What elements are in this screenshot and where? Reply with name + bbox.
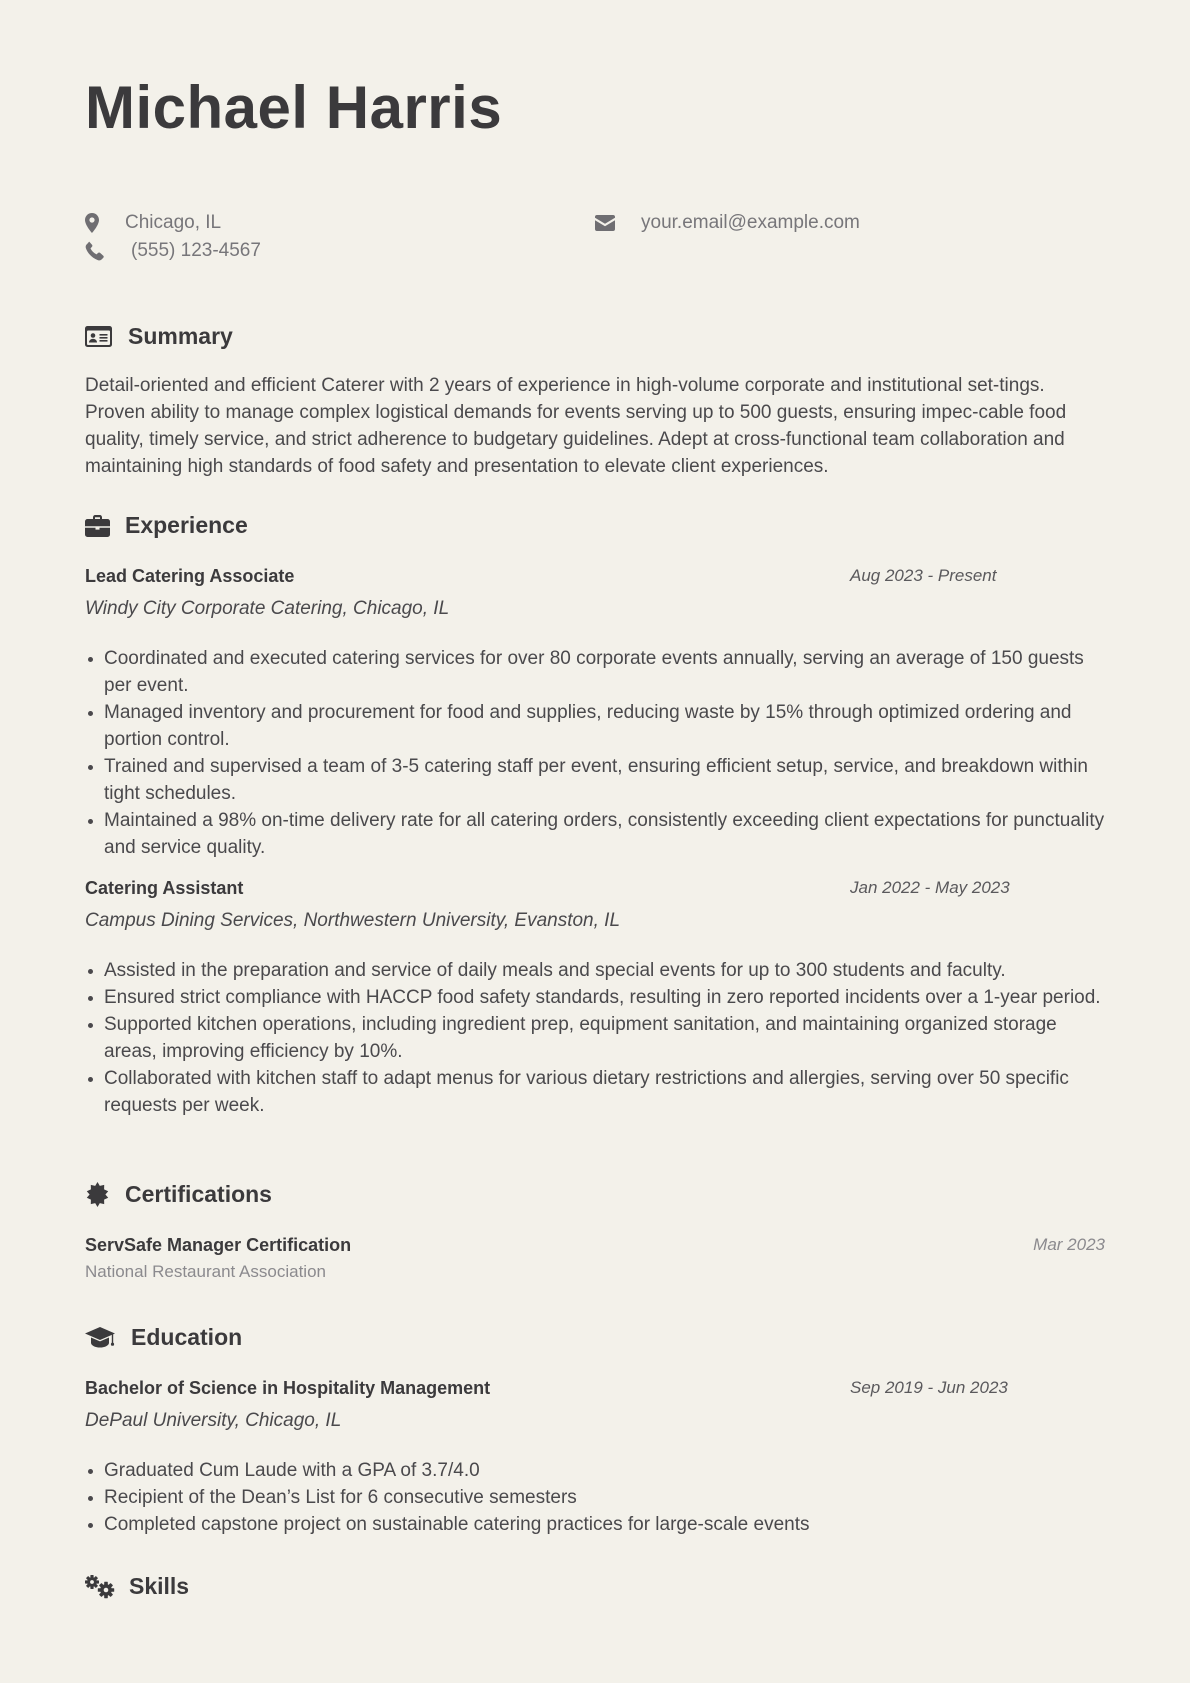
list-item: Supported kitchen operations, including ingredient prep, equipment sanitation, and maintaining organized storage areas, improving efficiency by 10%. — [85, 1011, 1105, 1065]
job-bullets — [85, 645, 1105, 861]
job-dates: Jan 2022 - May 2023 — [850, 878, 1010, 897]
certification-date: Mar 2023 — [1033, 1235, 1105, 1254]
list-item: Managed inventory and procurement for food and supplies, reducing waste by 15% through optimized ordering and portion control. — [85, 699, 1105, 753]
experience-heading — [85, 512, 248, 539]
list-item: Collaborated with kitchen staff to adapt menus for various dietary restrictions and allergies, serving over 50 specific requests per week. — [85, 1065, 1105, 1119]
experience-heading-text: Experience — [125, 512, 248, 538]
list-item: Recipient of the Dean’s List for 6 consecutive semesters — [85, 1484, 1105, 1511]
job-title: Catering Assistant — [85, 878, 244, 898]
list-item: Graduated Cum Laude with a GPA of 3.7/4.0 — [85, 1457, 1105, 1484]
certificate-icon — [85, 1182, 110, 1207]
job-dates: Aug 2023 - Present — [850, 566, 997, 585]
graduation-cap-icon — [85, 1327, 115, 1349]
summary-heading-text: Summary — [128, 323, 233, 349]
list-item: Trained and supervised a team of 3-5 catering staff per event, ensuring efficient setup, service, and breakdown within tight schedules. — [85, 753, 1105, 807]
phone-text: (555) 123-4567 — [131, 240, 261, 261]
skills-heading — [85, 1573, 189, 1600]
school-name: DePaul University, Chicago, IL — [85, 1410, 342, 1431]
summary-text: Detail-oriented and efficient Caterer with 2 years of experience in high-volume corporate and institutional set-tings. Proven ability to manage complex logistical demands for events serving up to 500 guests, ensuring impec-cable food quality, timely service, and strict adherence to budgetary guidelines. Adept at cross-functional team collaboration and maintaining high standards of food safety and presentation to elevate client experiences. — [85, 375, 1067, 477]
education-heading — [85, 1324, 242, 1351]
certifications-heading — [85, 1181, 272, 1208]
education-heading-text: Education — [131, 1324, 243, 1350]
job-bullets — [85, 957, 1105, 1119]
briefcase-icon — [85, 515, 110, 537]
job-org: Windy City Corporate Catering, Chicago, IL — [85, 598, 450, 619]
candidate-name: Michael Harris — [85, 74, 503, 141]
envelope-icon — [595, 215, 615, 231]
map-marker-icon — [85, 213, 99, 233]
list-item: Maintained a 98% on-time delivery rate for all catering orders, consistently exceeding client expectations for punctuality and service quality. — [85, 807, 1105, 861]
certification-issuer: National Restaurant Association — [85, 1262, 326, 1281]
location-text: Chicago, IL — [125, 212, 222, 233]
skills-heading-text: Skills — [129, 1573, 190, 1599]
education-dates: Sep 2019 - Jun 2023 — [850, 1378, 1008, 1397]
summary-heading — [85, 323, 233, 350]
phone-icon — [85, 241, 105, 261]
job-title: Lead Catering Associate — [85, 566, 295, 586]
list-item: Coordinated and executed catering services for over 80 corporate events annually, serving an average of 150 guests per event. — [85, 645, 1105, 699]
contact-email — [595, 212, 860, 234]
email-text[interactable]: your.email@example.com — [641, 212, 860, 233]
list-item: Assisted in the preparation and service of daily meals and special events for up to 300 students and faculty. — [85, 957, 1105, 984]
list-item: Completed capstone project on sustainable catering practices for large-scale events — [85, 1511, 1105, 1538]
contact-location — [85, 212, 221, 234]
job-org: Campus Dining Services, Northwestern University, Evanston, IL — [85, 910, 621, 931]
education-bullets — [85, 1457, 1105, 1538]
certification-name: ServSafe Manager Certification — [85, 1235, 352, 1255]
degree-title: Bachelor of Science in Hospitality Management — [85, 1378, 491, 1398]
contact-phone — [85, 240, 261, 262]
list-item: Ensured strict compliance with HACCP food safety standards, resulting in zero reported incidents over a 1-year period. — [85, 984, 1105, 1011]
gears-icon — [85, 1575, 115, 1599]
certifications-heading-text: Certifications — [125, 1181, 272, 1207]
id-card-icon — [85, 326, 112, 347]
